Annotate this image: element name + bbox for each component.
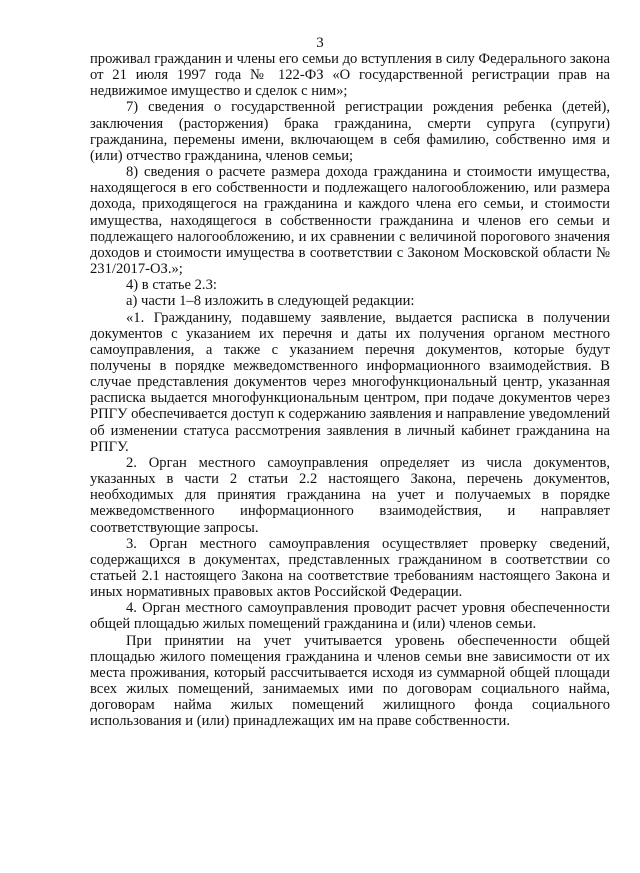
page-number: 3 (316, 35, 324, 51)
paragraph-part-4-continuation: При принятии на учет учитывается уровень обеспеченности общей площадью жилого помещения гражданина и членов семьи вне зависимости от их места проживания, который рассчитывается исходя из суммарной общей площади всех жилых помещений, занимаемых ими по договорам социального найма, договорам найма жилых помещений жилищного фонда социального использования и (или) принадлежащих им на праве собственности. (90, 632, 610, 730)
paragraph-item-8: 8) сведения о расчете размера дохода гражданина и стоимости имущества, находящегося в его собственности и подлежащего налогообложению, или размера дохода, приходящегося на гражданина и каждого члена его семьи, и стоимости имущества, находящегося в собственности гражданина и членов его семьи и подлежащего налогообложению, и их сравнении с величиной порогового значения доходов и стоимости имущества в соответствии с Законом Московской области № 231/2017-ОЗ.»; (90, 164, 610, 278)
paragraph-subitem-a: а) части 1–8 изложить в следующей редакции: (126, 293, 415, 310)
paragraph-continuation: проживал гражданин и члены его семьи до вступления в силу Федерального закона от 21 июля 1997 года № 122-ФЗ «О государственной регистрации прав на недвижимое имущество и сделок с ним»; (90, 51, 610, 100)
paragraph-part-3: 3. Орган местного самоуправления осуществляет проверку сведений, содержащихся в документах, представленных гражданином в соответствии со статьей 2.1 настоящего Закона на соответствие требованиям настоящего Закона и иных нормативных правовых актов Российской Федерации. (90, 535, 610, 601)
paragraph-part-1: «1. Гражданину, подавшему заявление, выдается расписка в получении документов с указанием их перечня и даты их получения органом местного самоуправления, а также с указанием перечня документов, которые будут получены в порядке межведомственного информационного взаимодействия. В случае представления документов через многофункциональный центр, указанная расписка выдается многофункциональным центром, при подаче документов через РПГУ обеспечивается доступ к содержанию заявления и направление уведомлений об изменении статуса рассмотрения заявления в личный кабинет гражданина на РПГУ. (90, 309, 610, 455)
paragraph-item-7: 7) сведения о государственной регистрации рождения ребенка (детей), заключения (расторжения) брака гражданина, смерти супруга (супруги) гражданина, перемены имени, включающем в себя фамилию, собственно имя и (или) отчество гражданина, членов семьи; (90, 99, 610, 164)
paragraph-part-4: 4. Орган местного самоуправления проводит расчет уровня обеспеченности общей площадью жилых помещений гражданина и (или) членов семьи. (90, 600, 610, 633)
document-body (90, 51, 610, 730)
paragraph-part-2: 2. Орган местного самоуправления определяет из числа документов, указанных в части 2 статьи 2.2 настоящего Закона, перечень документов, необходимых для принятия гражданина на учет и получаемых в порядке межведомственного информационного взаимодействия, и направляет соответствующие запросы. (90, 454, 610, 536)
paragraph-item-4-article-2-3: 4) в статье 2.3: (126, 277, 217, 294)
